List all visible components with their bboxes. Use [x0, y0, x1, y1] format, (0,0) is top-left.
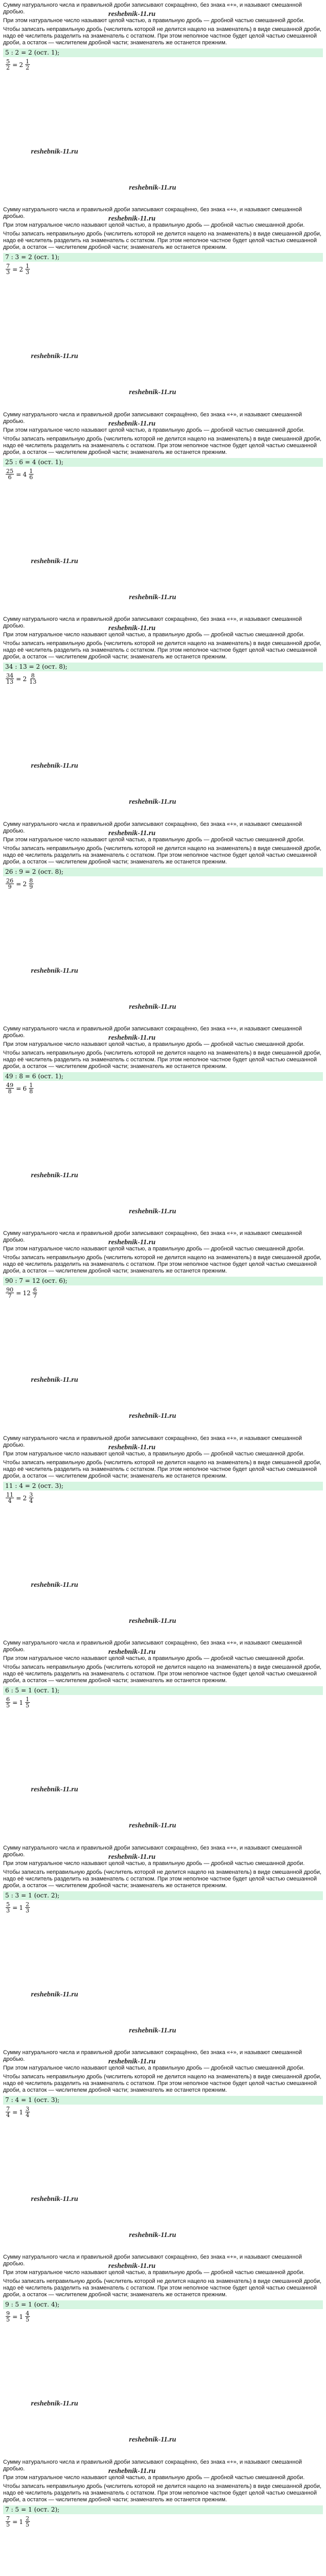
numerator: 8	[29, 877, 33, 884]
whole-part: 1	[19, 2313, 23, 2320]
rule-paragraph: Сумму натурального числа и правильной дроби записывают сокращённо, без знака «+», и называют смешанной дробью.	[3, 2049, 302, 2062]
watermark: reshebnik-11.ru	[31, 1172, 78, 1179]
division-line: 11 : 4 = 2 (ост. 3);	[3, 1482, 323, 1490]
equals-sign: =	[16, 675, 22, 683]
whole-part: 2	[19, 265, 23, 273]
rule-paragraph: При этом натуральное число называют целой частью, а правильную дробь — дробной частью смешанной дроби.	[3, 18, 305, 24]
rule-paragraph: При этом натуральное число называют целой частью, а правильную дробь — дробной частью смешанной дроби.	[3, 632, 305, 638]
rule-paragraph: При этом натуральное число называют целой частью, а правильную дробь — дробной частью смешанной дроби.	[3, 2269, 305, 2276]
fraction	[29, 878, 34, 890]
fraction	[6, 263, 10, 275]
whole-part: 2	[23, 675, 27, 683]
whole-part: 4	[23, 470, 27, 478]
fraction	[6, 673, 14, 685]
watermark: reshebnik-11.ru	[129, 1822, 176, 1829]
equals-sign: =	[12, 2108, 18, 2116]
watermark: reshebnik-11.ru	[108, 215, 156, 223]
watermark: reshebnik-11.ru	[108, 829, 156, 837]
fraction	[6, 1697, 10, 1708]
equals-sign: =	[16, 1494, 22, 1502]
denominator: 6	[29, 474, 33, 481]
rule-paragraph: Сумму натурального числа и правильной дроби записывают сокращённо, без знака «+», и называют смешанной дробью.	[3, 1026, 302, 1039]
watermark: reshebnik-11.ru	[129, 388, 176, 396]
result-equation	[3, 878, 323, 890]
fraction	[6, 1287, 14, 1299]
fraction	[6, 878, 14, 890]
equals-sign: =	[16, 880, 22, 888]
division-line: 49 : 8 = 6 (ост. 1);	[3, 1072, 323, 1081]
rule-paragraph: При этом натуральное число называют целой частью, а правильную дробь — дробной частью смешанной дроби.	[3, 427, 305, 433]
fraction	[29, 1492, 34, 1504]
watermark: reshebnik-11.ru	[108, 1239, 156, 1246]
watermark: reshebnik-11.ru	[31, 967, 78, 975]
rule-paragraph: При этом натуральное число называют целой частью, а правильную дробь — дробной частью смешанной дроби.	[3, 1041, 305, 1047]
numerator: 2	[25, 1901, 29, 1908]
numerator: 3	[25, 2106, 29, 2112]
watermark: reshebnik-11.ru	[129, 798, 176, 806]
watermark: reshebnik-11.ru	[31, 557, 78, 565]
denominator: 9	[29, 884, 33, 890]
denominator: 4	[6, 2112, 10, 2119]
numerator: 1	[25, 1696, 29, 1703]
division-line: 6 : 5 = 1 (ост. 1);	[3, 1686, 323, 1695]
solution-block	[0, 1024, 326, 1228]
equals-sign: =	[16, 1084, 22, 1092]
numerator: 4	[25, 2310, 29, 2317]
whole-part: 1	[19, 2518, 23, 2526]
division-line: 5 : 2 = 2 (ост. 1);	[3, 48, 323, 57]
numerator: 5	[6, 1901, 10, 1908]
fraction	[25, 2516, 30, 2528]
fraction	[25, 2106, 30, 2118]
rule-paragraph: Сумму натурального числа и правильной дроби записывают сокращённо, без знака «+», и называют смешанной дробью.	[3, 2254, 302, 2267]
watermark: reshebnik-11.ru	[129, 184, 176, 192]
rule-paragraph: Чтобы записать неправильную дробь (числитель которой не делится нацело на знаменатель) в виде смешанной дроби, надо её числитель разделить на знаменатель с остатком. При этом неполное частное будет целой частью смешанной дроби, а остаток — числителем дробной части; знаменатель же останется прежним.	[3, 1869, 322, 1889]
fraction	[6, 1082, 14, 1094]
fraction	[29, 673, 37, 685]
rule-paragraph: Сумму натурального числа и правильной дроби записывают сокращённо, без знака «+», и называют смешанной дробью.	[3, 1230, 302, 1243]
equals-sign: =	[12, 1699, 18, 1706]
denominator: 13	[29, 679, 37, 685]
result-equation	[3, 2106, 323, 2118]
numerator: 34	[6, 672, 13, 679]
watermark: reshebnik-11.ru	[31, 1376, 78, 1384]
denominator: 3	[25, 1907, 29, 1914]
rule-paragraph: Сумму натурального числа и правильной дроби записывают сокращённо, без знака «+», и называют смешанной дробью.	[3, 821, 302, 834]
fraction	[25, 1902, 30, 1913]
fraction	[6, 59, 10, 71]
rule-paragraph: При этом натуральное число называют целой частью, а правильную дробь — дробной частью смешанной дроби.	[3, 1246, 305, 1252]
rule-paragraph: При этом натуральное число называют целой частью, а правильную дробь — дробной частью смешанной дроби.	[3, 837, 305, 843]
solution-block	[0, 614, 326, 819]
fraction	[25, 2311, 30, 2323]
rule-paragraph: При этом натуральное число называют целой частью, а правильную дробь — дробной частью смешанной дроби.	[3, 2475, 305, 2481]
fraction	[6, 1902, 10, 1913]
denominator: 7	[33, 1293, 37, 1299]
rule-paragraph: Сумму натурального числа и правильной дроби записывают сокращённо, без знака «+», и называют смешанной дробью.	[3, 2459, 302, 2472]
watermark: reshebnik-11.ru	[31, 1581, 78, 1589]
result-equation	[3, 59, 323, 71]
fraction	[6, 468, 14, 480]
rule-paragraph: Чтобы записать неправильную дробь (числитель которой не делится нацело на знаменатель) в виде смешанной дроби, надо её числитель разделить на знаменатель с остатком. При этом неполное частное будет целой частью смешанной дроби, а остаток — числителем дробной части; знаменатель же останется прежним.	[3, 231, 322, 250]
rule-paragraph: Чтобы записать неправильную дробь (числитель которой не делится нацело на знаменатель) в виде смешанной дроби, надо её числитель разделить на знаменатель с остатком. При этом неполное частное будет целой частью смешанной дроби, а остаток — числителем дробной части; знаменатель же останется прежним.	[3, 436, 322, 455]
fraction	[6, 2516, 10, 2528]
numerator: 1	[29, 468, 33, 474]
denominator: 5	[25, 1702, 29, 1709]
denominator: 2	[6, 64, 10, 71]
numerator: 9	[6, 2310, 10, 2317]
solution-block	[0, 0, 326, 205]
equals-sign: =	[12, 61, 18, 69]
watermark: reshebnik-11.ru	[108, 10, 156, 18]
numerator: 90	[6, 1286, 13, 1293]
denominator: 5	[6, 2521, 10, 2528]
division-line: 34 : 13 = 2 (ост. 8);	[3, 663, 323, 671]
watermark: reshebnik-11.ru	[108, 2467, 156, 2475]
watermark: reshebnik-11.ru	[108, 1034, 156, 1042]
fraction	[29, 468, 34, 480]
watermark: reshebnik-11.ru	[129, 2436, 176, 2444]
denominator: 5	[25, 2521, 29, 2528]
denominator: 6	[8, 474, 12, 481]
denominator: 4	[8, 1498, 12, 1504]
whole-part: 2	[23, 880, 27, 888]
fraction	[29, 1082, 34, 1094]
whole-part: 1	[19, 1699, 23, 1706]
equals-sign: =	[16, 1289, 22, 1297]
watermark: reshebnik-11.ru	[129, 2027, 176, 2035]
rule-paragraph: Сумму натурального числа и правильной дроби записывают сокращённо, без знака «+», и называют смешанной дробью.	[3, 207, 302, 219]
watermark: reshebnik-11.ru	[108, 420, 156, 428]
fraction	[6, 1492, 14, 1504]
numerator: 25	[6, 468, 13, 474]
rule-paragraph: Чтобы записать неправильную дробь (числитель которой не делится нацело на знаменатель) в виде смешанной дроби, надо её числитель разделить на знаменатель с остатком. При этом неполное частное будет целой частью смешанной дроби, а остаток — числителем дробной части; знаменатель же останется прежним.	[3, 1460, 322, 1479]
denominator: 3	[25, 269, 29, 276]
numerator: 11	[6, 1492, 13, 1498]
solution-block	[0, 1228, 326, 1433]
numerator: 3	[29, 1492, 33, 1498]
rule-paragraph: Сумму натурального числа и правильной дроби записывают сокращённо, без знака «+», и называют смешанной дробью.	[3, 412, 302, 425]
rule-paragraph: При этом натуральное число называют целой частью, а правильную дробь — дробной частью смешанной дроби.	[3, 222, 305, 228]
equals-sign: =	[12, 265, 18, 273]
watermark: reshebnik-11.ru	[129, 2231, 176, 2239]
solution-block	[0, 410, 326, 614]
rule-paragraph: Сумму натурального числа и правильной дроби записывают сокращённо, без знака «+», и называют смешанной дробью.	[3, 1845, 302, 1858]
watermark: reshebnik-11.ru	[108, 1853, 156, 1861]
division-line: 9 : 5 = 1 (ост. 4);	[3, 2300, 323, 2309]
watermark: reshebnik-11.ru	[31, 352, 78, 360]
watermark: reshebnik-11.ru	[31, 2400, 78, 2408]
denominator: 4	[25, 2112, 29, 2119]
denominator: 5	[25, 2316, 29, 2323]
whole-part: 2	[19, 61, 23, 69]
denominator: 4	[29, 1498, 33, 1504]
rule-paragraph: Чтобы записать неправильную дробь (числитель которой не делится нацело на знаменатель) в виде смешанной дроби, надо её числитель разделить на знаменатель с остатком. При этом неполное частное будет целой частью смешанной дроби, а остаток — числителем дробной части; знаменатель же останется прежним.	[3, 26, 322, 46]
result-equation	[3, 1492, 323, 1504]
numerator: 1	[25, 263, 29, 269]
numerator: 2	[25, 2515, 29, 2522]
denominator: 7	[8, 1293, 12, 1299]
watermark: reshebnik-11.ru	[108, 624, 156, 632]
watermark: reshebnik-11.ru	[108, 2262, 156, 2270]
result-equation	[3, 673, 323, 685]
solution-block	[0, 2457, 326, 2576]
result-equation	[3, 1082, 323, 1094]
result-equation	[3, 1697, 323, 1708]
denominator: 13	[6, 679, 13, 685]
whole-part: 12	[23, 1289, 31, 1297]
denominator: 8	[8, 1088, 12, 1095]
watermark: reshebnik-11.ru	[129, 1003, 176, 1011]
numerator: 5	[6, 58, 10, 65]
fraction	[6, 2106, 10, 2118]
watermark: reshebnik-11.ru	[31, 1991, 78, 1998]
numerator: 7	[6, 263, 10, 269]
watermark: reshebnik-11.ru	[129, 1412, 176, 1420]
division-line: 7 : 4 = 1 (ост. 3);	[3, 2096, 323, 2105]
rule-paragraph: Чтобы записать неправильную дробь (числитель которой не делится нацело на знаменатель) в виде смешанной дроби, надо её числитель разделить на знаменатель с остатком. При этом неполное частное будет целой частью смешанной дроби, а остаток — числителем дробной части; знаменатель же останется прежним.	[3, 1664, 322, 1684]
rule-paragraph: При этом натуральное число называют целой частью, а правильную дробь — дробной частью смешанной дроби.	[3, 1451, 305, 1457]
denominator: 3	[6, 1907, 10, 1914]
result-equation	[3, 263, 323, 275]
fraction	[6, 2311, 10, 2323]
denominator: 5	[6, 1702, 10, 1709]
rule-paragraph: При этом натуральное число называют целой частью, а правильную дробь — дробной частью смешанной дроби.	[3, 1655, 305, 1662]
result-equation	[3, 1902, 323, 1913]
watermark: reshebnik-11.ru	[31, 2195, 78, 2203]
watermark: reshebnik-11.ru	[129, 594, 176, 601]
numerator: 1	[25, 58, 29, 65]
rule-paragraph: Чтобы записать неправильную дробь (числитель которой не делится нацело на знаменатель) в виде смешанной дроби, надо её числитель разделить на знаменатель с остатком. При этом неполное частное будет целой частью смешанной дроби, а остаток — числителем дробной части; знаменатель же останется прежним.	[3, 1255, 322, 1274]
watermark: reshebnik-11.ru	[31, 148, 78, 156]
solution-block	[0, 1433, 326, 1638]
solution-block	[0, 1843, 326, 2047]
equals-sign: =	[12, 2313, 18, 2320]
fraction	[32, 1287, 37, 1299]
division-line: 7 : 5 = 1 (ост. 2);	[3, 2505, 323, 2514]
denominator: 5	[6, 2316, 10, 2323]
rule-paragraph: Чтобы записать неправильную дробь (числитель которой не делится нацело на знаменатель) в виде смешанной дроби, надо её числитель разделить на знаменатель с остатком. При этом неполное частное будет целой частью смешанной дроби, а остаток — числителем дробной части; знаменатель же останется прежним.	[3, 640, 322, 660]
result-equation	[3, 2516, 323, 2528]
fraction	[25, 1697, 30, 1708]
rule-paragraph: Чтобы записать неправильную дробь (числитель которой не делится нацело на знаменатель) в виде смешанной дроби, надо её числитель разделить на знаменатель с остатком. При этом неполное частное будет целой частью смешанной дроби, а остаток — числителем дробной части; знаменатель же останется прежним.	[3, 845, 322, 865]
result-equation	[3, 468, 323, 480]
equals-sign: =	[12, 2518, 18, 2526]
numerator: 8	[31, 672, 35, 679]
whole-part: 2	[23, 1494, 27, 1502]
watermark: reshebnik-11.ru	[108, 1648, 156, 1656]
division-line: 5 : 3 = 1 (ост. 2);	[3, 1891, 323, 1900]
numerator: 1	[29, 1082, 33, 1089]
numerator: 26	[6, 877, 13, 884]
division-line: 26 : 9 = 2 (ост. 8);	[3, 868, 323, 876]
whole-part: 1	[19, 2108, 23, 2116]
division-line: 25 : 6 = 4 (ост. 1);	[3, 458, 323, 467]
denominator: 3	[6, 269, 10, 276]
denominator: 2	[25, 64, 29, 71]
result-equation	[3, 1287, 323, 1299]
rule-paragraph: Чтобы записать неправильную дробь (числитель которой не делится нацело на знаменатель) в виде смешанной дроби, надо её числитель разделить на знаменатель с остатком. При этом неполное частное будет целой частью смешанной дроби, а остаток — числителем дробной части; знаменатель же останется прежним.	[3, 1050, 322, 1070]
solution-block	[0, 1638, 326, 1842]
numerator: 6	[6, 1696, 10, 1703]
rule-paragraph: Сумму натурального числа и правильной дроби записывают сокращённо, без знака «+», и называют смешанной дробью.	[3, 1435, 302, 1448]
solution-block	[0, 2047, 326, 2252]
watermark: reshebnik-11.ru	[31, 1786, 78, 1793]
fraction	[25, 59, 30, 71]
result-equation	[3, 2311, 323, 2323]
division-line: 90 : 7 = 12 (ост. 6);	[3, 1277, 323, 1285]
watermark: reshebnik-11.ru	[108, 1444, 156, 1451]
fraction	[25, 263, 30, 275]
denominator: 8	[29, 1088, 33, 1095]
rule-paragraph: Чтобы записать неправильную дробь (числитель которой не делится нацело на знаменатель) в виде смешанной дроби, надо её числитель разделить на знаменатель с остатком. При этом неполное частное будет целой частью смешанной дроби, а остаток — числителем дробной части; знаменатель же останется прежним.	[3, 2483, 322, 2503]
rule-paragraph: Сумму натурального числа и правильной дроби записывают сокращённо, без знака «+», и называют смешанной дробью.	[3, 1640, 302, 1653]
solution-block	[0, 819, 326, 1024]
solution-block	[0, 205, 326, 409]
solution-block	[0, 2252, 326, 2456]
rule-paragraph: Чтобы записать неправильную дробь (числитель которой не делится нацело на знаменатель) в виде смешанной дроби, надо её числитель разделить на знаменатель с остатком. При этом неполное частное будет целой частью смешанной дроби, а остаток — числителем дробной части; знаменатель же останется прежним.	[3, 2278, 322, 2298]
whole-part: 6	[23, 1084, 27, 1092]
rule-paragraph: При этом натуральное число называют целой частью, а правильную дробь — дробной частью смешанной дроби.	[3, 1860, 305, 1867]
rule-paragraph: Сумму натурального числа и правильной дроби записывают сокращённо, без знака «+», и называют смешанной дробью.	[3, 616, 302, 629]
numerator: 7	[6, 2515, 10, 2522]
watermark: reshebnik-11.ru	[129, 1617, 176, 1625]
denominator: 9	[8, 884, 12, 890]
watermark: reshebnik-11.ru	[31, 762, 78, 770]
numerator: 49	[6, 1082, 13, 1089]
numerator: 7	[6, 2106, 10, 2112]
division-line: 7 : 3 = 2 (ост. 1);	[3, 253, 323, 262]
rule-paragraph: При этом натуральное число называют целой частью, а правильную дробь — дробной частью смешанной дроби.	[3, 2065, 305, 2071]
rule-paragraph: Сумму натурального числа и правильной дроби записывают сокращённо, без знака «+», и называют смешанной дробью.	[3, 2, 302, 15]
equals-sign: =	[16, 470, 22, 478]
watermark: reshebnik-11.ru	[129, 1208, 176, 1215]
equals-sign: =	[12, 1904, 18, 1911]
watermark: reshebnik-11.ru	[108, 2058, 156, 2065]
rule-paragraph: Чтобы записать неправильную дробь (числитель которой не делится нацело на знаменатель) в виде смешанной дроби, надо её числитель разделить на знаменатель с остатком. При этом неполное частное будет целой частью смешанной дроби, а остаток — числителем дробной части; знаменатель же останется прежним.	[3, 2074, 322, 2093]
whole-part: 1	[19, 1904, 23, 1911]
numerator: 6	[33, 1286, 37, 1293]
